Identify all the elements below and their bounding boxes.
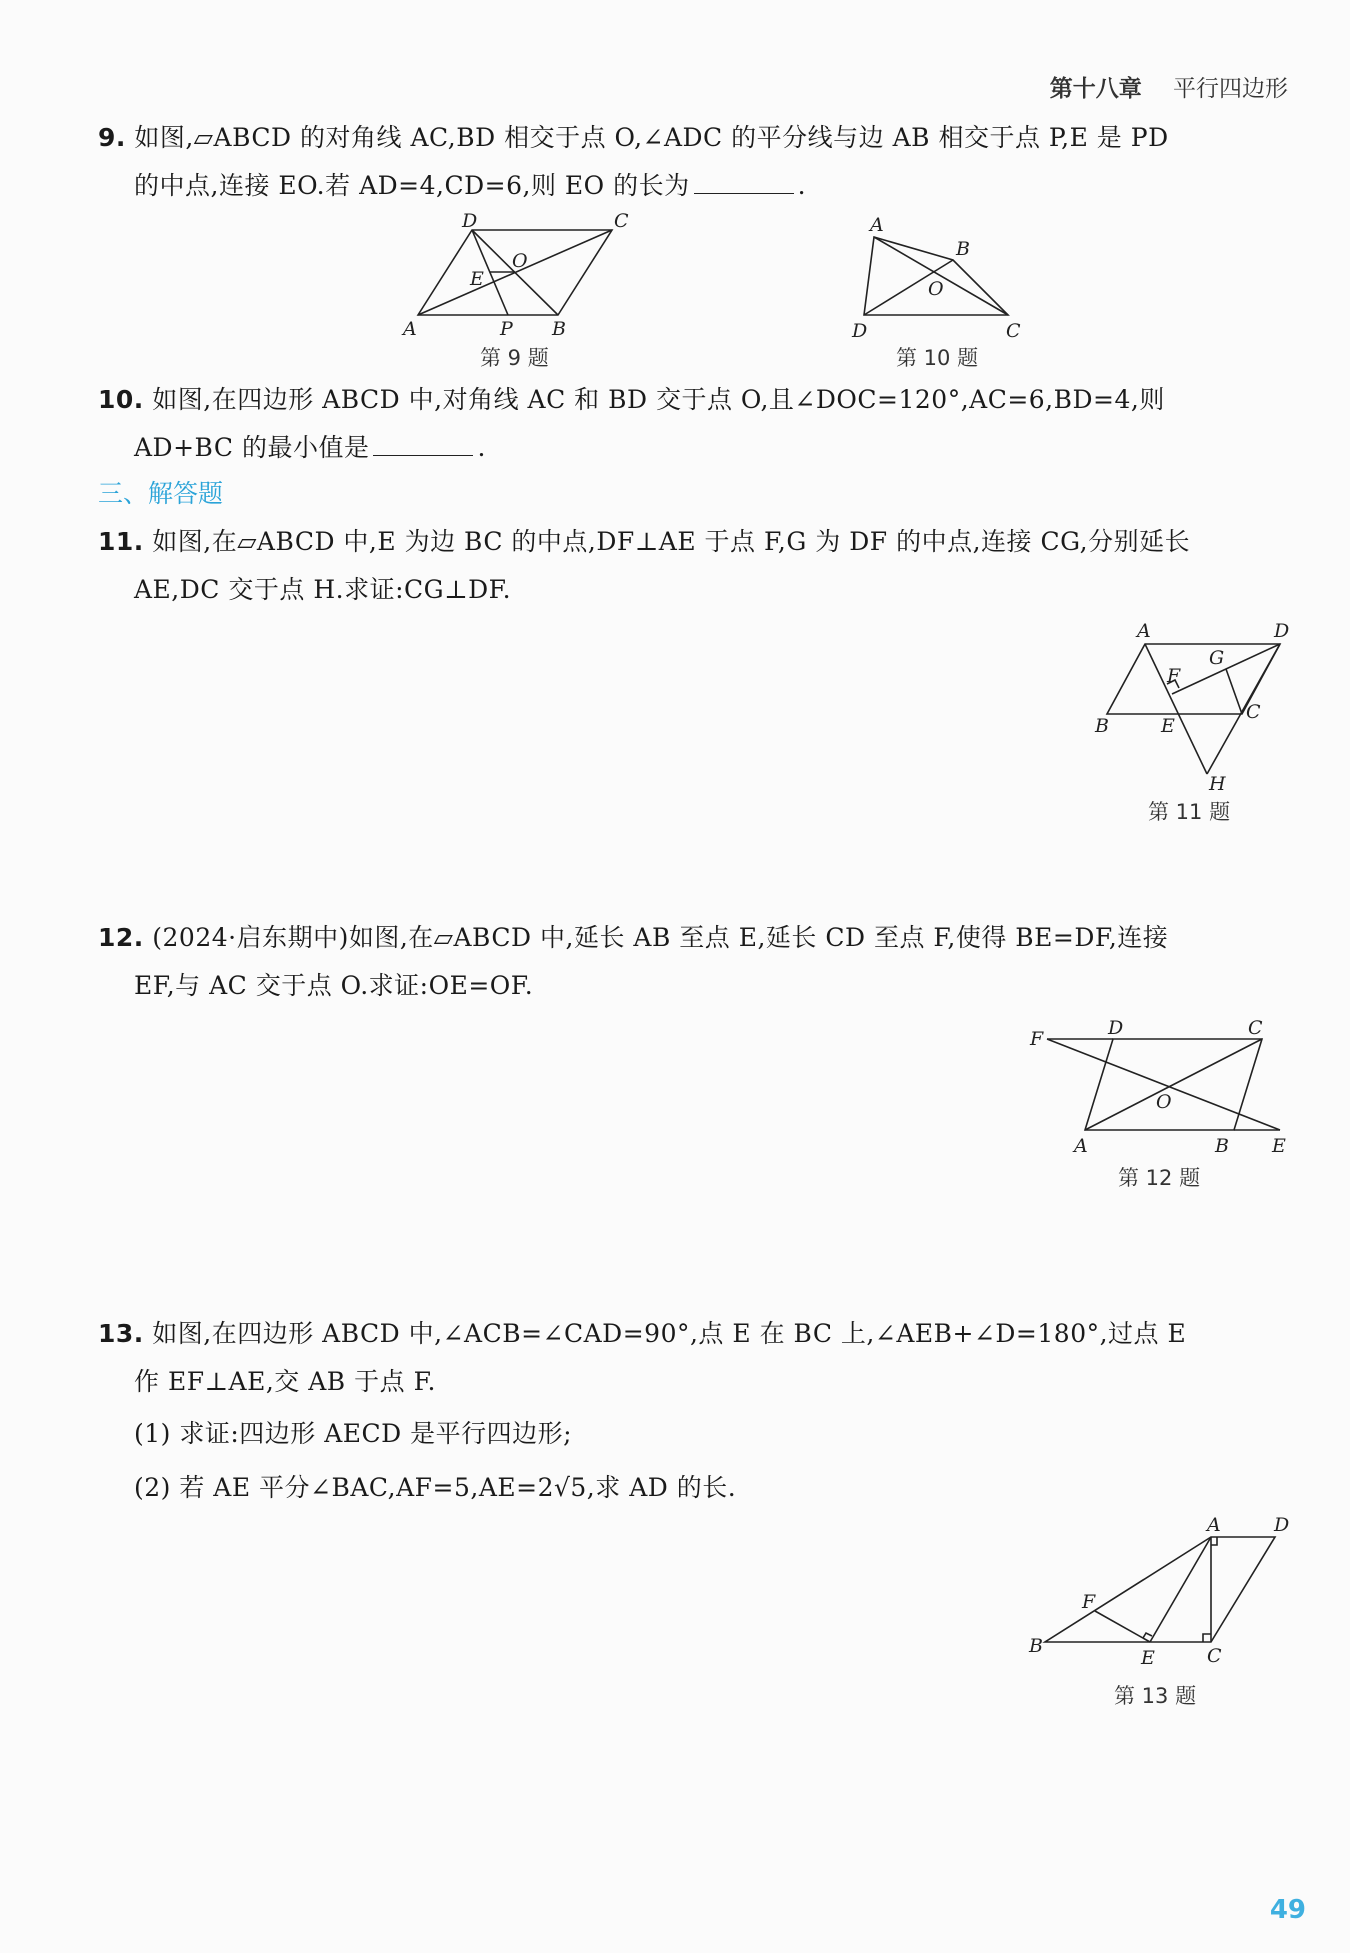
label-f: F xyxy=(1030,1028,1044,1050)
label-c: C xyxy=(1248,1017,1263,1039)
label-o: O xyxy=(1156,1091,1172,1113)
label-p: P xyxy=(500,318,513,340)
answer-blank[interactable] xyxy=(694,165,794,194)
label-b: B xyxy=(1029,1635,1043,1657)
label-o: O xyxy=(928,278,944,300)
chapter-title: 平行四边形 xyxy=(1173,76,1288,102)
question-number: 13. xyxy=(98,1319,144,1348)
figure-12 xyxy=(1030,1018,1300,1168)
label-c: C xyxy=(1006,320,1021,342)
label-a: A xyxy=(1207,1514,1221,1536)
label-b: B xyxy=(1215,1135,1229,1157)
figure-12-caption: 第 12 题 xyxy=(1118,1166,1201,1190)
chapter-label: 第十八章 xyxy=(1049,76,1142,102)
page-number: 49 xyxy=(1269,1895,1306,1925)
answer-blank[interactable] xyxy=(373,427,473,456)
label-b: B xyxy=(552,318,566,340)
label-a: A xyxy=(870,214,884,236)
segment-ah xyxy=(1145,644,1207,774)
question-part-1: (1) 求证:四边形 AECD 是平行四边形; xyxy=(134,1419,573,1448)
question-text-line2: AE,DC 交于点 H.求证:CG⊥DF. xyxy=(134,575,512,604)
right-angle-mark-e xyxy=(1143,1633,1152,1638)
figure-13-caption: 第 13 题 xyxy=(1114,1684,1197,1708)
segment-ef xyxy=(1047,1039,1280,1130)
figure-10 xyxy=(848,215,1028,340)
question-number: 12. xyxy=(98,923,144,952)
page-header xyxy=(1050,70,1288,103)
question-10 xyxy=(98,376,1293,472)
label-f: F xyxy=(1167,665,1181,687)
figure-13 xyxy=(1025,1512,1290,1672)
segment-ef xyxy=(1095,1611,1150,1642)
label-h: H xyxy=(1209,773,1226,795)
question-number: 9. xyxy=(98,123,126,152)
question-text-line1: 如图,在四边形 ABCD 中,对角线 AC 和 BD 交于点 O,且∠DOC=120°,AC=6,BD=4,则 xyxy=(152,385,1165,414)
segment-cg xyxy=(1226,669,1242,714)
label-c: C xyxy=(1246,701,1261,723)
question-13 xyxy=(98,1310,1293,1512)
label-b: B xyxy=(1095,715,1109,737)
question-text-line2: AD+BC 的最小值是 . xyxy=(98,424,1293,472)
label-b: B xyxy=(956,238,970,260)
question-12 xyxy=(98,914,1293,1010)
label-d: D xyxy=(852,320,868,342)
question-part-2: (2) 若 AE 平分∠BAC,AF=5,AE=2√5,求 AD 的长. xyxy=(134,1473,737,1502)
right-angle-mark-c xyxy=(1203,1634,1211,1642)
label-c: C xyxy=(614,210,629,232)
diagonal-ac xyxy=(1085,1039,1262,1130)
question-11 xyxy=(98,518,1293,614)
label-e: E xyxy=(1161,715,1175,737)
label-d: D xyxy=(1274,1514,1290,1536)
label-a: A xyxy=(403,318,417,340)
label-e: E xyxy=(1141,1647,1155,1669)
label-e: E xyxy=(470,268,484,290)
question-text-line1: 如图,▱ABCD 的对角线 AC,BD 相交于点 O,∠ADC 的平分线与边 AB 相交于点 P,E 是 PD xyxy=(134,123,1169,152)
question-text-line1: (2024·启东期中)如图,在▱ABCD 中,延长 AB 至点 E,延长 CD 至点 F,使得 BE=DF,连接 xyxy=(152,923,1169,952)
question-text-line1: 如图,在▱ABCD 中,E 为边 BC 的中点,DF⊥AE 于点 F,G 为 DF 的中点,连接 CG,分别延长 xyxy=(152,527,1191,556)
section-heading: 三、解答题 xyxy=(98,479,224,508)
figure-9-caption: 第 9 题 xyxy=(480,346,549,370)
question-9 xyxy=(98,114,1293,210)
question-number: 11. xyxy=(98,527,144,556)
label-g: G xyxy=(1209,647,1225,669)
figure-11 xyxy=(1095,620,1295,795)
label-a: A xyxy=(1074,1135,1088,1157)
right-angle-mark-a xyxy=(1211,1537,1217,1545)
label-c: C xyxy=(1207,1645,1222,1667)
label-d: D xyxy=(1108,1017,1124,1039)
question-text-line2: 的中点,连接 EO.若 AD=4,CD=6,则 EO 的长为 . xyxy=(98,162,1293,210)
question-text-line2: EF,与 AC 交于点 O.求证:OE=OF. xyxy=(134,971,534,1000)
label-e: E xyxy=(1272,1135,1286,1157)
label-f: F xyxy=(1082,1591,1096,1613)
label-d: D xyxy=(462,210,478,232)
question-text-line2: 作 EF⊥AE,交 AB 于点 F. xyxy=(134,1367,436,1396)
figure-9 xyxy=(400,210,640,340)
label-a: A xyxy=(1137,620,1151,642)
figure-10-caption: 第 10 题 xyxy=(896,346,979,370)
question-number: 10. xyxy=(98,385,144,414)
label-d: D xyxy=(1274,620,1290,642)
diagonal-ac xyxy=(874,237,1008,315)
segment-ae xyxy=(1150,1537,1211,1642)
label-o: O xyxy=(512,250,528,272)
figure-11-caption: 第 11 题 xyxy=(1148,800,1231,824)
question-text-line1: 如图,在四边形 ABCD 中,∠ACB=∠CAD=90°,点 E 在 BC 上,∠AEB+∠D=180°,过点 E xyxy=(152,1319,1187,1348)
